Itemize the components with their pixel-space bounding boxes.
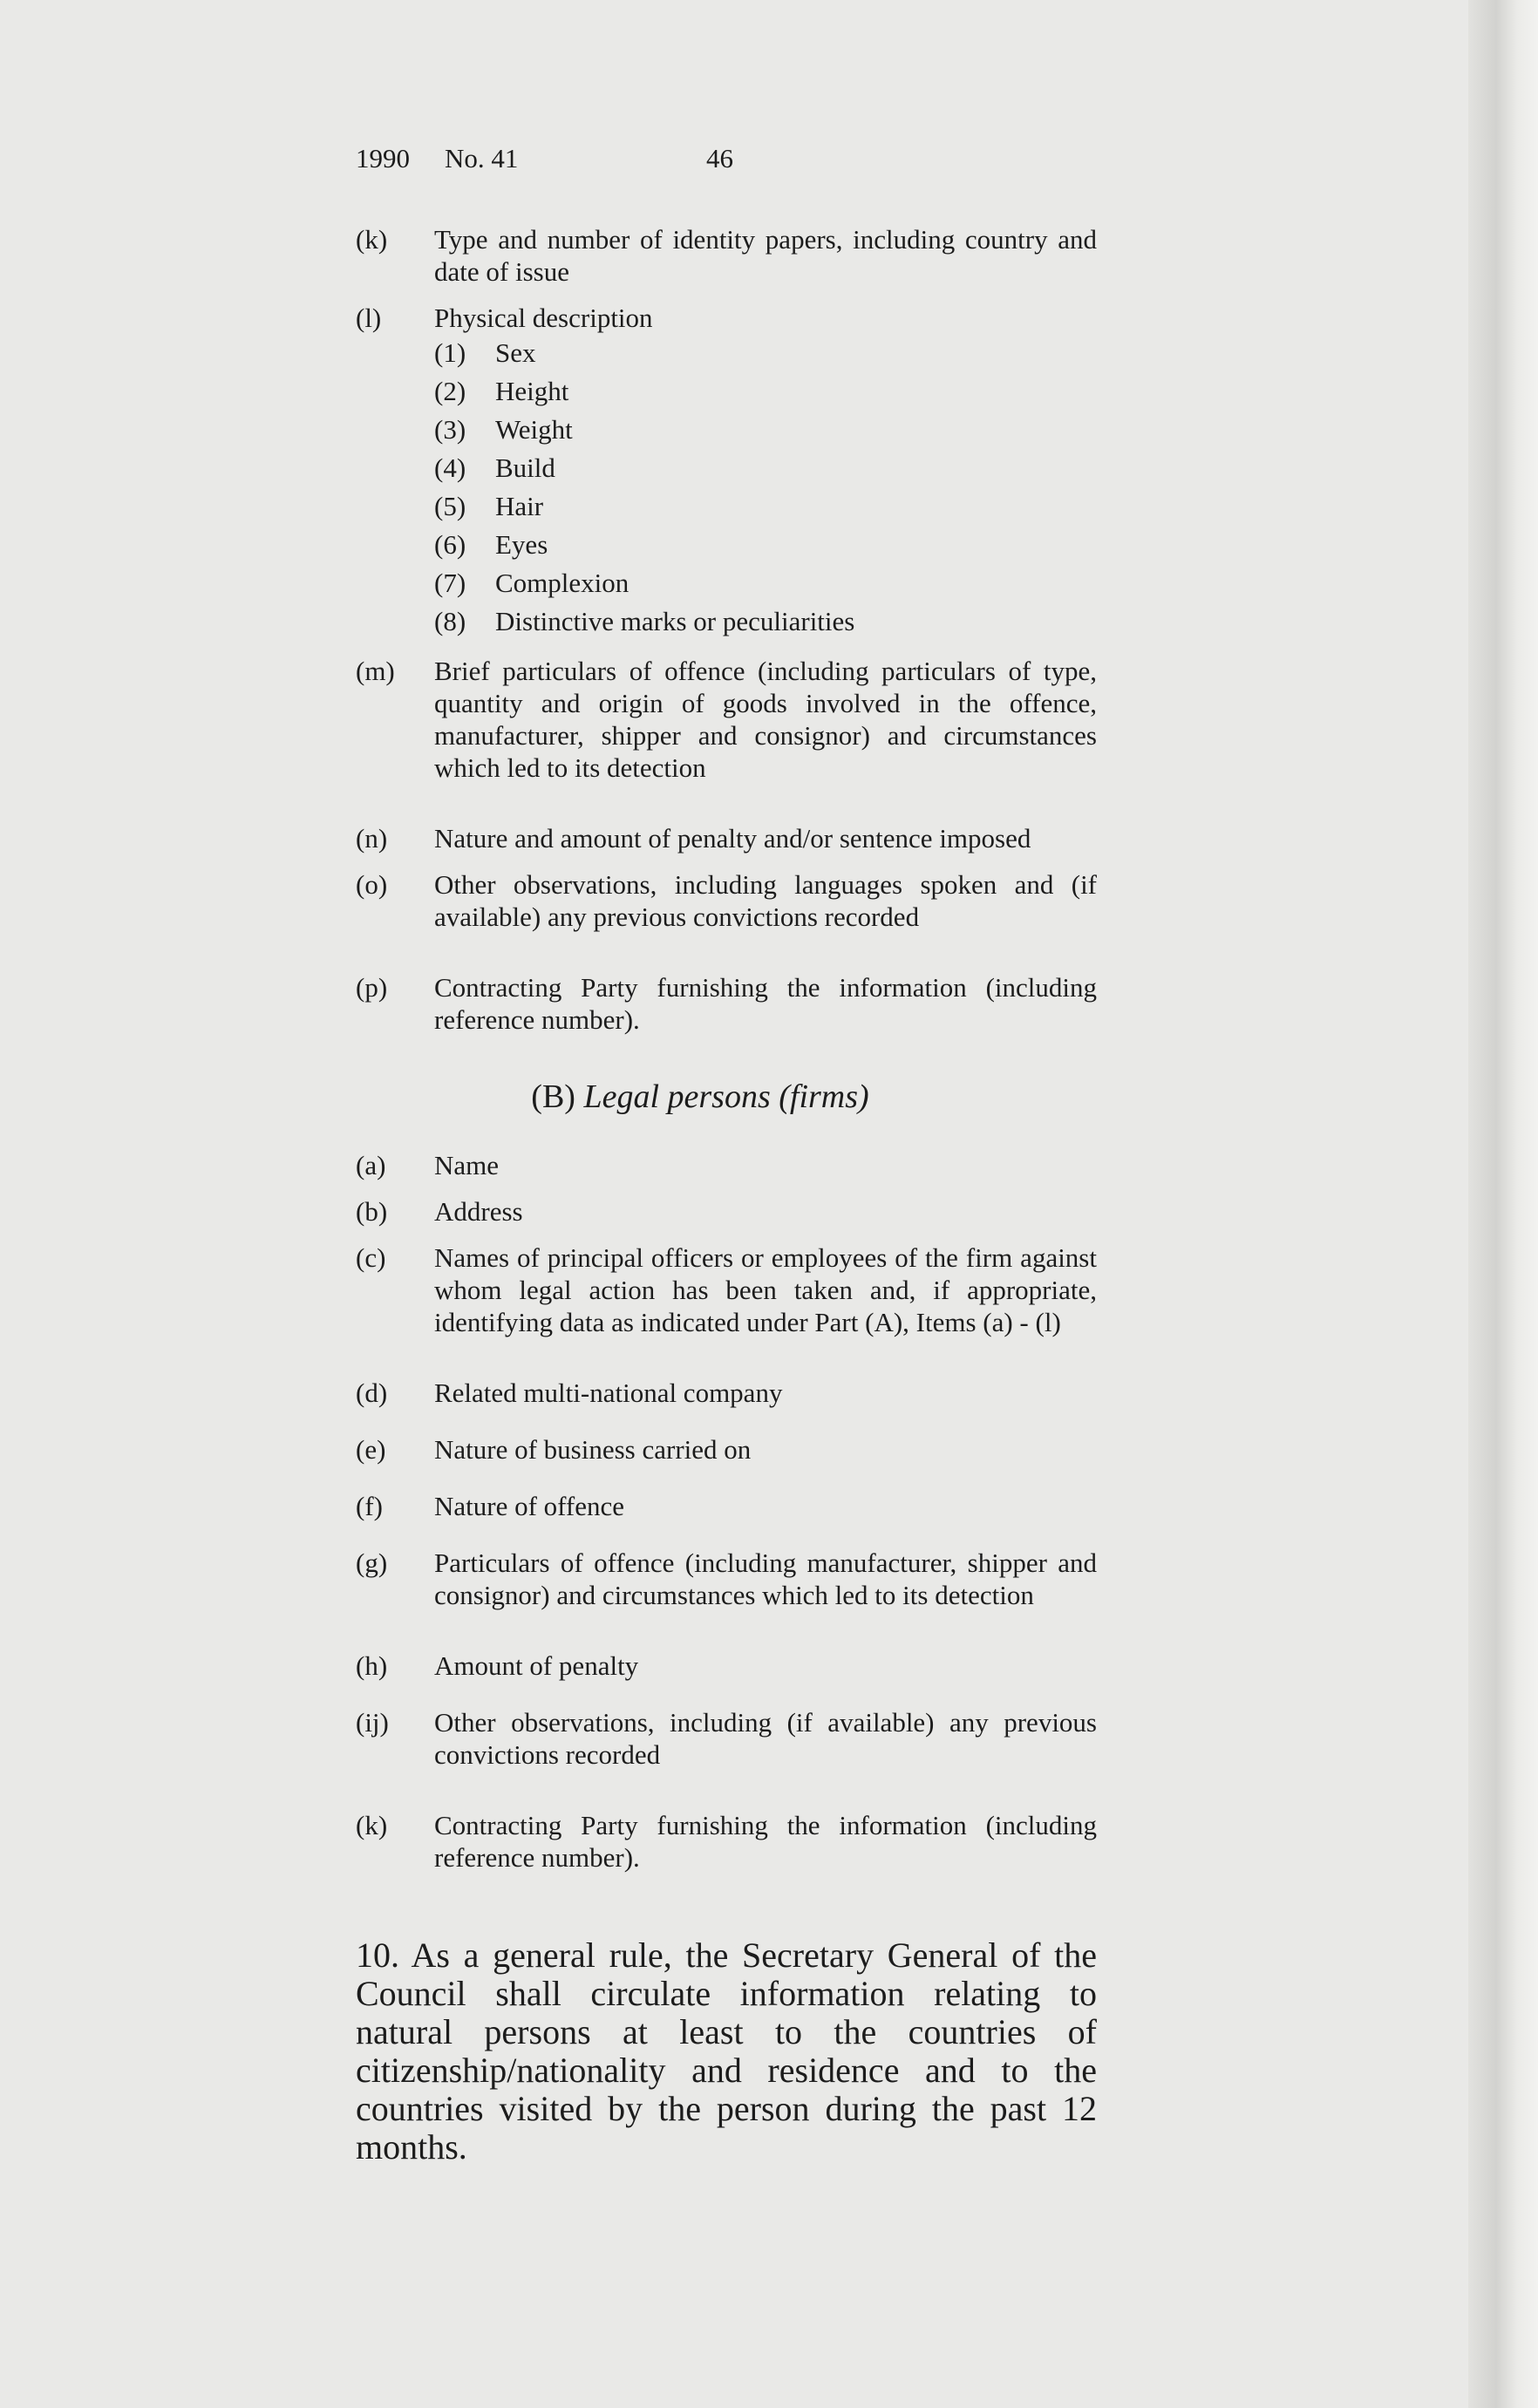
header-page-number: 46 [706, 143, 733, 173]
item-label: (d) [356, 1377, 388, 1408]
section-heading [356, 1078, 1097, 1116]
item-text: Names of principal officers or employees of the firm against whom legal action has been taken and, if appropriate, identifying data as indicated under Part (A), Items (a) - (l) [434, 1242, 1097, 1337]
list-item [356, 1195, 1097, 1228]
item-label: (l) [356, 303, 382, 333]
sub-item-label: (1) [434, 337, 466, 368]
item-text: Nature of business carried on [434, 1434, 752, 1465]
item-text: Other observations, including languages spoken and (if available) any previous convictions recorded [434, 869, 1097, 932]
list-item [356, 1433, 1097, 1466]
item-text: Nature and amount of penalty and/or sentence imposed [434, 823, 1031, 854]
list-item [356, 1241, 1097, 1338]
item-text: Nature of offence [434, 1491, 625, 1521]
list-item [356, 1149, 1097, 1181]
sub-item [356, 449, 1097, 487]
section-title: Legal persons (firms) [583, 1078, 869, 1115]
item-label: (n) [356, 823, 388, 854]
item-label: (c) [356, 1242, 386, 1273]
list-item [356, 971, 1097, 1036]
sub-item-text: Sex [495, 337, 536, 368]
sub-item-label: (5) [434, 491, 466, 521]
sub-item [356, 564, 1097, 602]
item-label: (h) [356, 1650, 388, 1681]
item-text: Contracting Party furnishing the information (including reference number). [434, 1810, 1097, 1873]
item-text: Type and number of identity papers, including country and date of issue [434, 224, 1097, 287]
sub-item-label: (7) [434, 568, 466, 598]
list-item [356, 1809, 1097, 1874]
sub-item-label: (2) [434, 376, 466, 406]
list-item [356, 822, 1097, 854]
sub-item-text: Height [495, 376, 569, 406]
item-text: Address [434, 1196, 523, 1227]
item-label: (a) [356, 1150, 386, 1180]
item-label: (f) [356, 1491, 383, 1521]
page-header [356, 139, 1097, 178]
sub-item-text: Build [495, 452, 555, 483]
item-text: Particulars of offence (including manufacturer, shipper and consignor) and circumstances which led to its detection [434, 1548, 1097, 1610]
document-column [356, 139, 1097, 2167]
sub-item-text: Hair [495, 491, 544, 521]
item-label: (o) [356, 869, 388, 900]
list-item [356, 868, 1097, 933]
item-label: (b) [356, 1196, 388, 1227]
list-item [356, 1706, 1097, 1771]
item-text: Name [434, 1150, 500, 1180]
list-item [356, 1650, 1097, 1682]
list-item [356, 1547, 1097, 1611]
page-edge-shadow [1468, 0, 1538, 2408]
item-text: Related multi-national company [434, 1377, 783, 1408]
list-item [356, 1377, 1097, 1409]
item-text: Amount of penalty [434, 1650, 639, 1681]
list-item [356, 1490, 1097, 1522]
sub-item-text: Weight [495, 414, 573, 445]
sub-item [356, 334, 1097, 372]
sub-item-label: (8) [434, 606, 466, 636]
header-year: 1990 [356, 143, 410, 173]
sub-item-text: Complexion [495, 568, 629, 598]
paragraph-10: 10. As a general rule, the Secretary General of the Council shall circulate information relating to natural persons at least to the countries of citizenship/nationality and residence and to the countries visited by the person during the past 12 months. [356, 1935, 1097, 2167]
list-item [356, 223, 1097, 288]
sub-item [356, 411, 1097, 449]
sub-item-label: (4) [434, 452, 466, 483]
sub-item-text: Distinctive marks or peculiarities [495, 606, 855, 636]
sub-item-label: (6) [434, 529, 466, 560]
item-label: (k) [356, 1810, 388, 1840]
item-text: Physical description [434, 303, 653, 333]
list-item [356, 655, 1097, 784]
item-label: (g) [356, 1548, 388, 1578]
item-label: (ij) [356, 1707, 389, 1738]
sub-item [356, 526, 1097, 564]
sub-item [356, 487, 1097, 526]
item-text: Other observations, including (if available) any previous convictions recorded [434, 1707, 1097, 1770]
sub-item [356, 602, 1097, 641]
sub-item-label: (3) [434, 414, 466, 445]
item-label: (k) [356, 224, 388, 255]
sub-item [356, 372, 1097, 411]
item-text: Contracting Party furnishing the information (including reference number). [434, 972, 1097, 1035]
list-item [356, 302, 1097, 334]
item-label: (p) [356, 972, 388, 1003]
item-text: Brief particulars of offence (including particulars of type, quantity and origin of goods involved in the offence, manufacturer, shipper and consignor) and circumstances which led to its detection [434, 656, 1097, 783]
item-label: (m) [356, 656, 395, 686]
section-prefix: (B) [531, 1078, 575, 1115]
header-number: No. 41 [445, 143, 519, 173]
item-label: (e) [356, 1434, 386, 1465]
sub-item-text: Eyes [495, 529, 548, 560]
